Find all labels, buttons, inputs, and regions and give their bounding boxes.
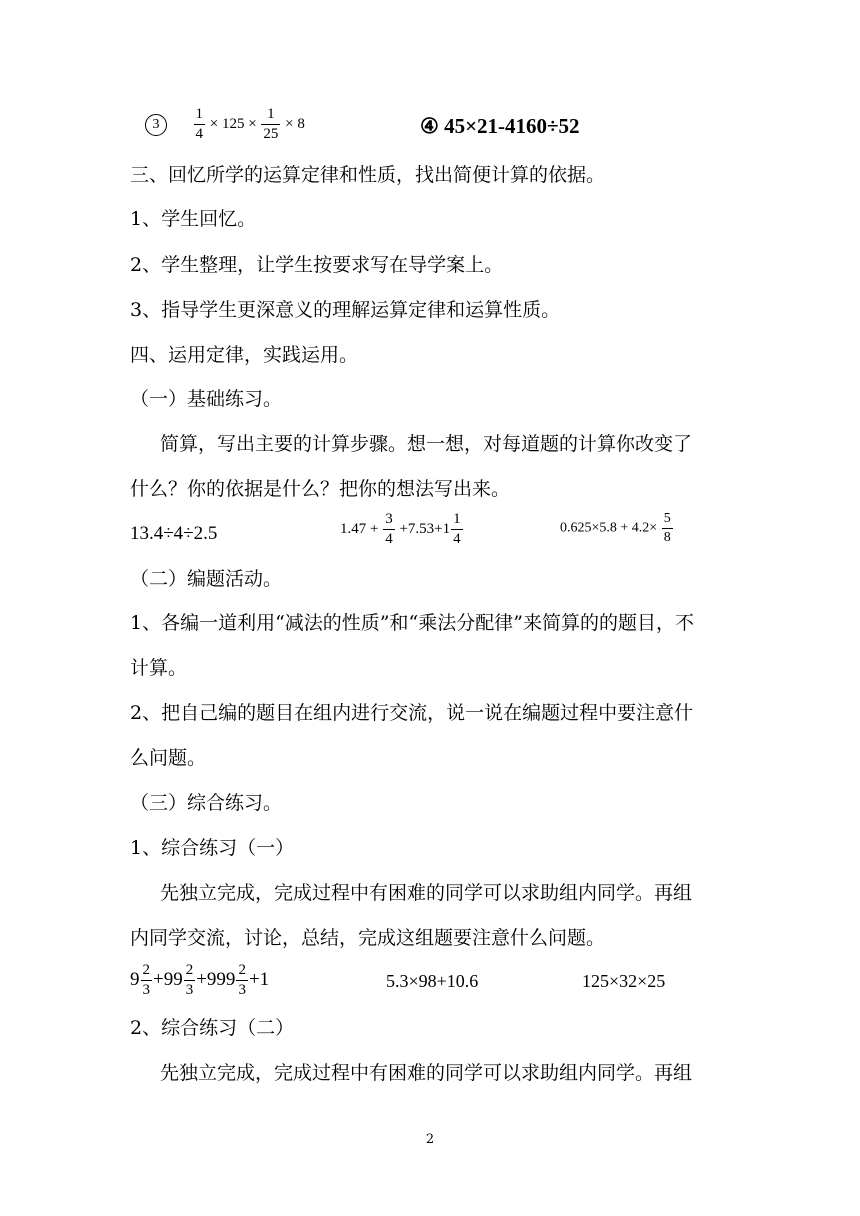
section-3-item-1: 1、学生回忆。 (130, 208, 257, 230)
basic-exercise-2: 1.47 + $\frac{3}{4}$ +7.53+1 $\frac{1}{4}$ (340, 511, 461, 547)
fraction: $\frac{1}{25}$ (263, 106, 279, 142)
fraction: $\frac{3}{4}$ (385, 511, 393, 547)
section-3-title: 三、回忆所学的运算定律和性质，找出简便计算的依据。 (130, 164, 606, 186)
section-4-title: 四、运用定律，实践运用。 (130, 344, 359, 366)
comprehensive-practice-2-paragraph-1: 先独立完成，完成过程中有困难的同学可以求助组内同学。再组 (160, 1062, 693, 1084)
exercise-3: 3 $\frac{1}{4}$ × 125 × $\frac{1}{25}$ × 8 (145, 107, 305, 142)
basic-exercise-1: 13.4÷4÷2.5 (130, 523, 218, 544)
edit-activity-item-2b: 么问题。 (130, 747, 207, 769)
page-number: 2 (425, 1132, 435, 1147)
section-3-item-3: 3、指导学生更深意义的理解运算定律和运算性质。 (130, 299, 561, 321)
fraction: $\frac{5}{8}$ (663, 511, 671, 545)
comprehensive-practice-1-paragraph-1: 先独立完成，完成过程中有困难的同学可以求助组内同学。再组 (160, 882, 693, 904)
comprehensive-practice-title: （三）综合练习。 (130, 792, 283, 814)
comprehensive-exercise-1: 9 $\frac{2}{3}$ +99 $\frac{2}{3}$ +999 $\frac{2}{3}$ +1 (130, 962, 270, 998)
edit-activity-item-1a: 1、各编一道利用“减法的性质”和“乘法分配律”来简算的的题目，不 (130, 612, 694, 634)
fraction: $\frac{2}{3}$ (142, 962, 150, 998)
fraction: $\frac{1}{4}$ (453, 511, 461, 547)
basic-exercise-3: 0.625×5.8 + 4.2× $\frac{5}{8}$ (560, 511, 671, 545)
comprehensive-exercise-2: 5.3×98+10.6 (386, 971, 479, 991)
section-3-item-2: 2、学生整理，让学生按要求写在导学案上。 (130, 254, 504, 276)
comprehensive-practice-1-title: 1、综合练习（一） (130, 837, 295, 859)
comprehensive-exercise-3: 125×32×25 (582, 971, 666, 991)
comprehensive-practice-1-paragraph-2: 内同学交流，讨论，总结，完成这组题要注意什么问题。 (130, 927, 606, 949)
basic-practice-paragraph-2: 什么？你的依据是什么？把你的想法写出来。 (130, 478, 511, 500)
basic-practice-title: （一）基础练习。 (130, 388, 283, 410)
edit-activity-title: （二）编题活动。 (130, 568, 283, 590)
exercise-4: ④ 45×21-4160÷52 (420, 114, 580, 138)
fraction: $\frac{1}{4}$ (195, 106, 203, 142)
edit-activity-item-2a: 2、把自己编的题目在组内进行交流，说一说在编题过程中要注意什 (130, 702, 694, 724)
basic-practice-paragraph-1: 简算，写出主要的计算步骤。想一想，对每道题的计算你改变了 (160, 433, 693, 455)
comprehensive-practice-2-title: 2、综合练习（二） (130, 1017, 295, 1039)
fraction: $\frac{2}{3}$ (185, 962, 194, 998)
fraction: $\frac{2}{3}$ (238, 962, 246, 998)
edit-activity-item-1b: 计算。 (130, 657, 188, 679)
circled-number-3: 3 (145, 114, 167, 136)
